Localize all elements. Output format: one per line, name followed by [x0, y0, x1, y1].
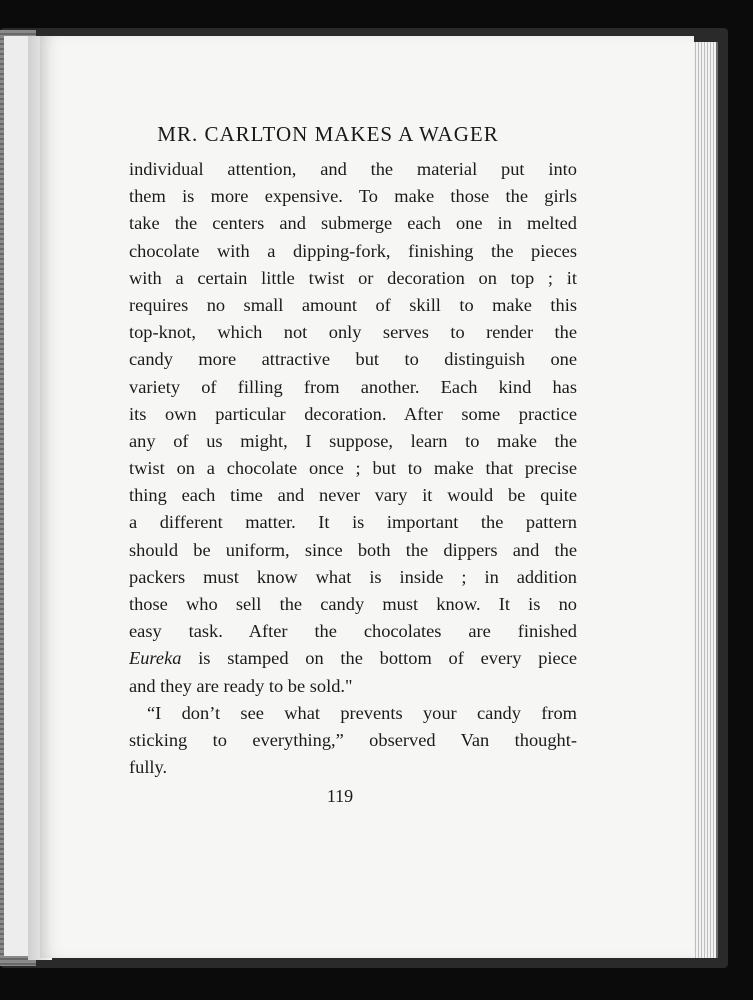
text-line: sticking to everything,” observed Van thought-	[129, 729, 577, 750]
text-line: them is more expensive. To make those the girls	[129, 186, 577, 207]
text-line: candy more attractive but to distinguish one	[129, 349, 577, 370]
page-number: 119	[326, 786, 354, 806]
text-line: variety of filling from another. Each kind has	[129, 376, 577, 397]
text-line: chocolate with a dipping-fork, finishing the pieces	[129, 240, 577, 261]
text-line: its own particular decoration. After some practice	[129, 403, 577, 424]
facing-page-edge	[4, 36, 30, 956]
text-line: twist on a chocolate once ; but to make that precise	[129, 458, 577, 479]
text-line-last: fully.	[129, 757, 168, 778]
text-line: those who sell the candy must know. It is no	[129, 594, 577, 614]
text-line-last: and they are ready to be sold."	[129, 675, 353, 696]
text-line: any of us might, I suppose, learn to make the	[129, 430, 577, 451]
text-line-italic	[129, 645, 577, 672]
text-line: individual attention, and the material put into	[129, 159, 577, 179]
text-line: easy task. After the chocolates are finished	[129, 621, 577, 642]
text-line: with a certain little twist or decoration on top ; it	[129, 267, 577, 288]
body-text	[129, 156, 577, 781]
page-stack-edges	[690, 42, 718, 958]
text-line: packers must know what is inside ; in addition	[129, 566, 577, 587]
running-head: MR. CARLTON MAKES A WAGER	[157, 122, 499, 146]
italic-title: Eureka	[129, 648, 182, 669]
text-line: “I don’t see what prevents your candy from	[147, 702, 577, 723]
text-line: requires no small amount of skill to make this	[129, 294, 577, 315]
text-line: take the centers and submerge each one in melted	[129, 213, 577, 234]
text-line: should be uniform, since both the dippers and the	[129, 539, 577, 560]
text-line: a different matter. It is important the pattern	[129, 512, 577, 533]
text-line: top-knot, which not only serves to render the	[129, 322, 577, 343]
text-line: thing each time and never vary it would be quite	[129, 485, 577, 506]
text-line-rest: is stamped on the bottom of every piece	[181, 648, 577, 669]
